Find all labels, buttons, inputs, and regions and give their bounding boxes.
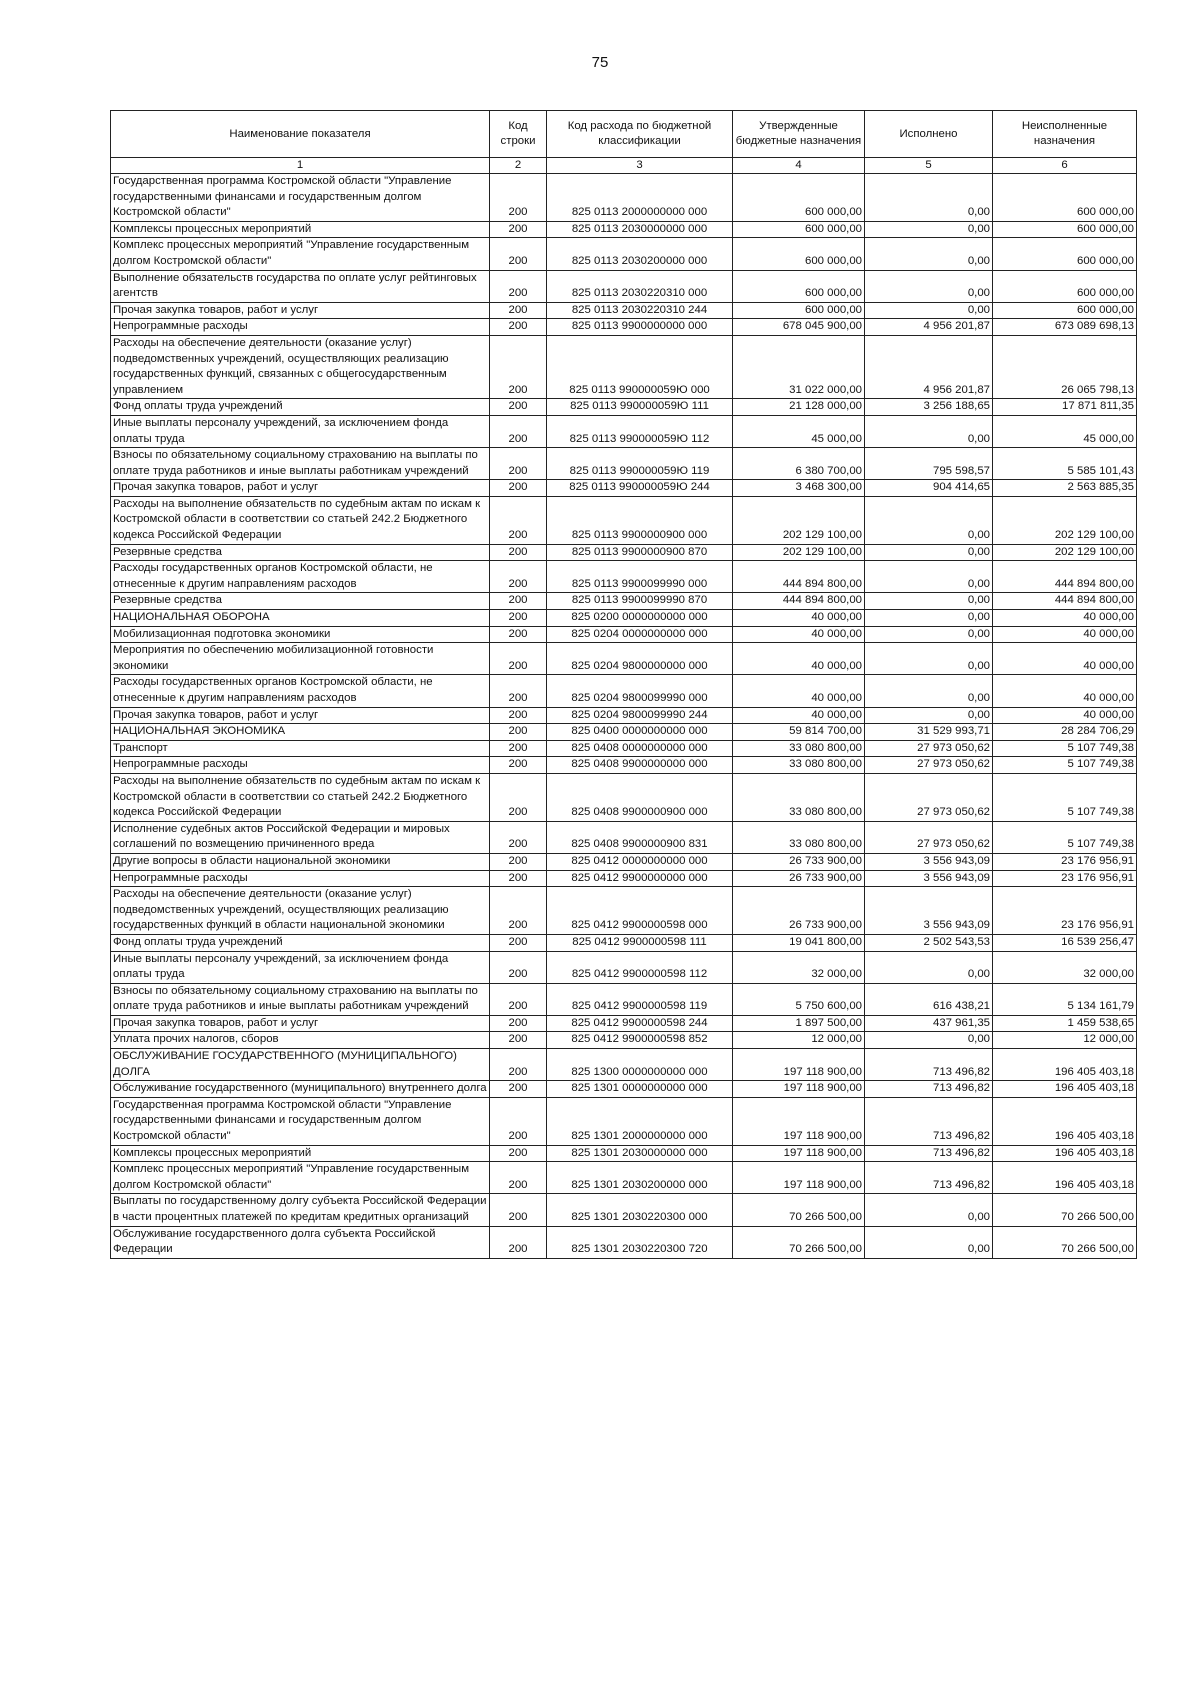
row-name: Расходы на обеспечение деятельности (оказание услуг) подведомственных учреждений, осуществляющих реализацию государственных функций в области национальной экономики xyxy=(111,887,490,935)
row-unexecuted: 202 129 100,00 xyxy=(993,496,1137,544)
table-row xyxy=(111,319,1137,336)
row-unexecuted: 600 000,00 xyxy=(993,174,1137,222)
row-class-code: 825 0412 9900000598 111 xyxy=(547,934,733,951)
row-line-code: 200 xyxy=(490,561,547,593)
page-number: 75 xyxy=(591,54,609,71)
row-executed: 27 973 050,62 xyxy=(865,821,993,853)
table-row xyxy=(111,853,1137,870)
row-executed: 904 414,65 xyxy=(865,480,993,497)
row-executed: 437 961,35 xyxy=(865,1015,993,1032)
row-executed: 713 496,82 xyxy=(865,1081,993,1098)
row-executed: 0,00 xyxy=(865,626,993,643)
row-executed: 4 956 201,87 xyxy=(865,335,993,398)
table-row xyxy=(111,675,1137,707)
row-unexecuted: 40 000,00 xyxy=(993,707,1137,724)
row-approved: 19 041 800,00 xyxy=(733,934,865,951)
row-approved: 600 000,00 xyxy=(733,270,865,302)
row-approved: 6 380 700,00 xyxy=(733,448,865,480)
row-approved: 31 022 000,00 xyxy=(733,335,865,398)
column-number: 6 xyxy=(993,158,1137,174)
row-line-code: 200 xyxy=(490,887,547,935)
row-approved: 600 000,00 xyxy=(733,302,865,319)
row-name: Резервные средства xyxy=(111,544,490,561)
row-unexecuted: 40 000,00 xyxy=(993,675,1137,707)
table-row xyxy=(111,1097,1137,1145)
row-class-code: 825 1300 0000000000 000 xyxy=(547,1049,733,1081)
row-unexecuted: 23 176 956,91 xyxy=(993,853,1137,870)
row-unexecuted: 70 266 500,00 xyxy=(993,1194,1137,1226)
row-class-code: 825 0200 0000000000 000 xyxy=(547,610,733,627)
row-approved: 26 733 900,00 xyxy=(733,853,865,870)
row-line-code: 200 xyxy=(490,757,547,774)
row-class-code: 825 0412 9900000598 852 xyxy=(547,1032,733,1049)
row-line-code: 200 xyxy=(490,238,547,270)
row-unexecuted: 2 563 885,35 xyxy=(993,480,1137,497)
row-unexecuted: 673 089 698,13 xyxy=(993,319,1137,336)
row-class-code: 825 1301 2030220300 000 xyxy=(547,1194,733,1226)
table-row xyxy=(111,724,1137,741)
row-approved: 32 000,00 xyxy=(733,951,865,983)
row-name: Расходы государственных органов Костромской области, не отнесенные к другим направлениям расходов xyxy=(111,675,490,707)
row-unexecuted: 40 000,00 xyxy=(993,643,1137,675)
row-line-code: 200 xyxy=(490,1049,547,1081)
row-approved: 40 000,00 xyxy=(733,643,865,675)
row-line-code: 200 xyxy=(490,643,547,675)
row-name: Выполнение обязательств государства по оплате услуг рейтинговых агентств xyxy=(111,270,490,302)
row-line-code: 200 xyxy=(490,934,547,951)
row-approved: 5 750 600,00 xyxy=(733,983,865,1015)
row-class-code: 825 0408 9900000900 831 xyxy=(547,821,733,853)
row-line-code: 200 xyxy=(490,496,547,544)
row-line-code: 200 xyxy=(490,1015,547,1032)
row-executed: 0,00 xyxy=(865,270,993,302)
table-row xyxy=(111,238,1137,270)
row-class-code: 825 0113 990000059Ю 112 xyxy=(547,415,733,447)
row-line-code: 200 xyxy=(490,399,547,416)
row-line-code: 200 xyxy=(490,870,547,887)
header-approved: Утвержденные бюджетные назначения xyxy=(733,111,865,158)
row-unexecuted: 202 129 100,00 xyxy=(993,544,1137,561)
row-executed: 27 973 050,62 xyxy=(865,740,993,757)
row-name: Иные выплаты персоналу учреждений, за исключением фонда оплаты труда xyxy=(111,415,490,447)
row-unexecuted: 600 000,00 xyxy=(993,238,1137,270)
row-unexecuted: 26 065 798,13 xyxy=(993,335,1137,398)
row-executed: 0,00 xyxy=(865,302,993,319)
table-row xyxy=(111,934,1137,951)
row-executed: 0,00 xyxy=(865,593,993,610)
table-row xyxy=(111,174,1137,222)
row-name: Прочая закупка товаров, работ и услуг xyxy=(111,707,490,724)
row-class-code: 825 0408 9900000000 000 xyxy=(547,757,733,774)
table-body xyxy=(111,174,1137,1259)
row-line-code: 200 xyxy=(490,1081,547,1098)
row-approved: 40 000,00 xyxy=(733,675,865,707)
row-line-code: 200 xyxy=(490,1226,547,1258)
row-line-code: 200 xyxy=(490,626,547,643)
row-line-code: 200 xyxy=(490,821,547,853)
row-approved: 40 000,00 xyxy=(733,610,865,627)
row-unexecuted: 600 000,00 xyxy=(993,302,1137,319)
table-row xyxy=(111,740,1137,757)
row-line-code: 200 xyxy=(490,773,547,821)
table-row xyxy=(111,448,1137,480)
row-approved: 197 118 900,00 xyxy=(733,1145,865,1162)
row-line-code: 200 xyxy=(490,544,547,561)
row-executed: 0,00 xyxy=(865,174,993,222)
row-class-code: 825 0113 2030000000 000 xyxy=(547,221,733,238)
row-name: Прочая закупка товаров, работ и услуг xyxy=(111,1015,490,1032)
row-line-code: 200 xyxy=(490,1194,547,1226)
row-class-code: 825 1301 2030000000 000 xyxy=(547,1145,733,1162)
row-executed: 0,00 xyxy=(865,561,993,593)
row-class-code: 825 0408 0000000000 000 xyxy=(547,740,733,757)
row-unexecuted: 16 539 256,47 xyxy=(993,934,1137,951)
row-class-code: 825 0408 9900000900 000 xyxy=(547,773,733,821)
row-class-code: 825 0113 2030200000 000 xyxy=(547,238,733,270)
table-row xyxy=(111,480,1137,497)
column-number: 5 xyxy=(865,158,993,174)
row-line-code: 200 xyxy=(490,1145,547,1162)
row-class-code: 825 1301 0000000000 000 xyxy=(547,1081,733,1098)
row-unexecuted: 5 107 749,38 xyxy=(993,821,1137,853)
table-row xyxy=(111,821,1137,853)
table-row xyxy=(111,626,1137,643)
row-executed: 3 556 943,09 xyxy=(865,870,993,887)
row-approved: 33 080 800,00 xyxy=(733,821,865,853)
row-line-code: 200 xyxy=(490,1097,547,1145)
row-line-code: 200 xyxy=(490,707,547,724)
row-line-code: 200 xyxy=(490,853,547,870)
budget-execution-table xyxy=(110,110,1137,1259)
table-row xyxy=(111,415,1137,447)
row-class-code: 825 0113 9900000900 000 xyxy=(547,496,733,544)
table-row xyxy=(111,983,1137,1015)
row-line-code: 200 xyxy=(490,675,547,707)
header-row xyxy=(111,111,1137,158)
table-row xyxy=(111,270,1137,302)
row-name: Непрограммные расходы xyxy=(111,870,490,887)
row-approved: 40 000,00 xyxy=(733,626,865,643)
row-approved: 3 468 300,00 xyxy=(733,480,865,497)
row-class-code: 825 0412 0000000000 000 xyxy=(547,853,733,870)
column-number: 3 xyxy=(547,158,733,174)
row-name: Расходы на выполнение обязательств по судебным актам по искам к Костромской области в соответствии со статьей 242.2 Бюджетного кодекса Российской Федерации xyxy=(111,773,490,821)
row-name: Фонд оплаты труда учреждений xyxy=(111,399,490,416)
row-unexecuted: 12 000,00 xyxy=(993,1032,1137,1049)
row-class-code: 825 0412 9900000598 119 xyxy=(547,983,733,1015)
row-class-code: 825 0113 2000000000 000 xyxy=(547,174,733,222)
row-executed: 0,00 xyxy=(865,1032,993,1049)
table-row xyxy=(111,1194,1137,1226)
row-line-code: 200 xyxy=(490,593,547,610)
table-row xyxy=(111,544,1137,561)
row-class-code: 825 0412 9900000598 244 xyxy=(547,1015,733,1032)
row-line-code: 200 xyxy=(490,319,547,336)
row-name: Иные выплаты персоналу учреждений, за исключением фонда оплаты труда xyxy=(111,951,490,983)
row-class-code: 825 1301 2030220300 720 xyxy=(547,1226,733,1258)
row-name: Непрограммные расходы xyxy=(111,319,490,336)
row-class-code: 825 0113 9900000000 000 xyxy=(547,319,733,336)
row-executed: 713 496,82 xyxy=(865,1097,993,1145)
row-executed: 3 556 943,09 xyxy=(865,887,993,935)
table-row xyxy=(111,1145,1137,1162)
row-unexecuted: 17 871 811,35 xyxy=(993,399,1137,416)
row-unexecuted: 5 585 101,43 xyxy=(993,448,1137,480)
header-name: Наименование показателя xyxy=(111,111,490,158)
row-approved: 600 000,00 xyxy=(733,238,865,270)
row-executed: 0,00 xyxy=(865,675,993,707)
row-line-code: 200 xyxy=(490,480,547,497)
row-class-code: 825 1301 2000000000 000 xyxy=(547,1097,733,1145)
row-approved: 70 266 500,00 xyxy=(733,1194,865,1226)
table-row xyxy=(111,1015,1137,1032)
row-approved: 12 000,00 xyxy=(733,1032,865,1049)
row-class-code: 825 0113 990000059Ю 000 xyxy=(547,335,733,398)
row-unexecuted: 600 000,00 xyxy=(993,221,1137,238)
table-row xyxy=(111,1162,1137,1194)
row-name: Прочая закупка товаров, работ и услуг xyxy=(111,302,490,319)
row-name: Исполнение судебных актов Российской Федерации и мировых соглашений по возмещению причиненного вреда xyxy=(111,821,490,853)
row-unexecuted: 40 000,00 xyxy=(993,610,1137,627)
row-approved: 59 814 700,00 xyxy=(733,724,865,741)
row-name: Расходы на выполнение обязательств по судебным актам по искам к Костромской области в соответствии со статьей 242.2 Бюджетного кодекса Российской Федерации xyxy=(111,496,490,544)
row-class-code: 825 0113 990000059Ю 244 xyxy=(547,480,733,497)
row-unexecuted: 444 894 800,00 xyxy=(993,561,1137,593)
row-executed: 0,00 xyxy=(865,415,993,447)
row-class-code: 825 1301 2030200000 000 xyxy=(547,1162,733,1194)
row-unexecuted: 23 176 956,91 xyxy=(993,887,1137,935)
row-approved: 202 129 100,00 xyxy=(733,496,865,544)
table-row xyxy=(111,1049,1137,1081)
column-number: 4 xyxy=(733,158,865,174)
row-executed: 2 502 543,53 xyxy=(865,934,993,951)
row-unexecuted: 5 134 161,79 xyxy=(993,983,1137,1015)
row-name: Взносы по обязательному социальному страхованию на выплаты по оплате труда работников и иные выплаты работникам учреждений xyxy=(111,448,490,480)
header-unexecuted: Неисполненные назначения xyxy=(993,111,1137,158)
row-executed: 0,00 xyxy=(865,544,993,561)
row-unexecuted: 196 405 403,18 xyxy=(993,1162,1137,1194)
table-row xyxy=(111,1081,1137,1098)
row-class-code: 825 0412 9900000000 000 xyxy=(547,870,733,887)
row-approved: 444 894 800,00 xyxy=(733,593,865,610)
row-class-code: 825 0204 9800099990 000 xyxy=(547,675,733,707)
row-class-code: 825 0400 0000000000 000 xyxy=(547,724,733,741)
row-executed: 713 496,82 xyxy=(865,1145,993,1162)
row-executed: 713 496,82 xyxy=(865,1162,993,1194)
table-row xyxy=(111,887,1137,935)
row-approved: 197 118 900,00 xyxy=(733,1081,865,1098)
row-executed: 27 973 050,62 xyxy=(865,757,993,774)
row-name: Комплексы процессных мероприятий xyxy=(111,1145,490,1162)
row-name: Прочая закупка товаров, работ и услуг xyxy=(111,480,490,497)
row-line-code: 200 xyxy=(490,983,547,1015)
row-unexecuted: 45 000,00 xyxy=(993,415,1137,447)
row-unexecuted: 70 266 500,00 xyxy=(993,1226,1137,1258)
row-approved: 444 894 800,00 xyxy=(733,561,865,593)
row-executed: 0,00 xyxy=(865,496,993,544)
row-class-code: 825 0204 0000000000 000 xyxy=(547,626,733,643)
row-line-code: 200 xyxy=(490,270,547,302)
row-approved: 678 045 900,00 xyxy=(733,319,865,336)
row-executed: 0,00 xyxy=(865,1226,993,1258)
row-name: Комплексы процессных мероприятий xyxy=(111,221,490,238)
row-unexecuted: 5 107 749,38 xyxy=(993,740,1137,757)
row-unexecuted: 5 107 749,38 xyxy=(993,773,1137,821)
row-class-code: 825 0113 2030220310 244 xyxy=(547,302,733,319)
row-class-code: 825 0113 9900000900 870 xyxy=(547,544,733,561)
header-class-code: Код расхода по бюджетной классификации xyxy=(547,111,733,158)
row-class-code: 825 0412 9900000598 000 xyxy=(547,887,733,935)
row-executed: 27 973 050,62 xyxy=(865,773,993,821)
row-class-code: 825 0204 9800099990 244 xyxy=(547,707,733,724)
row-approved: 33 080 800,00 xyxy=(733,757,865,774)
row-executed: 31 529 993,71 xyxy=(865,724,993,741)
column-number: 1 xyxy=(111,158,490,174)
row-unexecuted: 196 405 403,18 xyxy=(993,1145,1137,1162)
row-executed: 0,00 xyxy=(865,951,993,983)
row-unexecuted: 28 284 706,29 xyxy=(993,724,1137,741)
row-name: Комплекс процессных мероприятий "Управление государственным долгом Костромской области" xyxy=(111,1162,490,1194)
table-row xyxy=(111,221,1137,238)
row-line-code: 200 xyxy=(490,174,547,222)
row-unexecuted: 40 000,00 xyxy=(993,626,1137,643)
row-line-code: 200 xyxy=(490,221,547,238)
row-class-code: 825 0113 990000059Ю 111 xyxy=(547,399,733,416)
row-executed: 0,00 xyxy=(865,707,993,724)
row-executed: 4 956 201,87 xyxy=(865,319,993,336)
table-row xyxy=(111,399,1137,416)
row-approved: 1 897 500,00 xyxy=(733,1015,865,1032)
row-name: Расходы на обеспечение деятельности (оказание услуг) подведомственных учреждений, осуществляющих реализацию государственных функций, связанных с общегосударственным управлением xyxy=(111,335,490,398)
row-name: Фонд оплаты труда учреждений xyxy=(111,934,490,951)
table-row xyxy=(111,496,1137,544)
row-approved: 197 118 900,00 xyxy=(733,1049,865,1081)
row-name: Взносы по обязательному социальному страхованию на выплаты по оплате труда работников и иные выплаты работникам учреждений xyxy=(111,983,490,1015)
row-class-code: 825 0113 990000059Ю 119 xyxy=(547,448,733,480)
row-name: Резервные средства xyxy=(111,593,490,610)
row-name: Государственная программа Костромской области "Управление государственными финансами и государственным долгом Костромской области" xyxy=(111,174,490,222)
row-name: НАЦИОНАЛЬНАЯ ОБОРОНА xyxy=(111,610,490,627)
row-name: Уплата прочих налогов, сборов xyxy=(111,1032,490,1049)
row-executed: 616 438,21 xyxy=(865,983,993,1015)
row-approved: 26 733 900,00 xyxy=(733,887,865,935)
row-line-code: 200 xyxy=(490,448,547,480)
row-executed: 0,00 xyxy=(865,610,993,627)
table-row xyxy=(111,951,1137,983)
row-line-code: 200 xyxy=(490,951,547,983)
column-number-row xyxy=(111,158,1137,174)
row-name: Другие вопросы в области национальной экономики xyxy=(111,853,490,870)
row-name: Мероприятия по обеспечению мобилизационной готовности экономики xyxy=(111,643,490,675)
row-unexecuted: 23 176 956,91 xyxy=(993,870,1137,887)
table-row xyxy=(111,561,1137,593)
row-unexecuted: 196 405 403,18 xyxy=(993,1081,1137,1098)
row-approved: 26 733 900,00 xyxy=(733,870,865,887)
row-line-code: 200 xyxy=(490,335,547,398)
row-name: НАЦИОНАЛЬНАЯ ЭКОНОМИКА xyxy=(111,724,490,741)
row-unexecuted: 196 405 403,18 xyxy=(993,1049,1137,1081)
table-row xyxy=(111,1032,1137,1049)
row-name: Обслуживание государственного (муниципального) внутреннего долга xyxy=(111,1081,490,1098)
table-row xyxy=(111,870,1137,887)
row-name: Комплекс процессных мероприятий "Управление государственным долгом Костромской области" xyxy=(111,238,490,270)
table-row xyxy=(111,302,1137,319)
row-unexecuted: 444 894 800,00 xyxy=(993,593,1137,610)
row-executed: 0,00 xyxy=(865,221,993,238)
row-class-code: 825 0113 9900099990 870 xyxy=(547,593,733,610)
row-name: Обслуживание государственного долга субъекта Российской Федерации xyxy=(111,1226,490,1258)
row-line-code: 200 xyxy=(490,724,547,741)
row-unexecuted: 5 107 749,38 xyxy=(993,757,1137,774)
row-unexecuted: 600 000,00 xyxy=(993,270,1137,302)
row-class-code: 825 0113 2030220310 000 xyxy=(547,270,733,302)
row-line-code: 200 xyxy=(490,1162,547,1194)
row-approved: 600 000,00 xyxy=(733,174,865,222)
row-executed: 713 496,82 xyxy=(865,1049,993,1081)
row-approved: 21 128 000,00 xyxy=(733,399,865,416)
row-name: Непрограммные расходы xyxy=(111,757,490,774)
row-approved: 33 080 800,00 xyxy=(733,773,865,821)
row-executed: 3 256 188,65 xyxy=(865,399,993,416)
row-class-code: 825 0113 9900099990 000 xyxy=(547,561,733,593)
table-row xyxy=(111,593,1137,610)
row-unexecuted: 196 405 403,18 xyxy=(993,1097,1137,1145)
row-approved: 600 000,00 xyxy=(733,221,865,238)
table-row xyxy=(111,773,1137,821)
table-row xyxy=(111,707,1137,724)
row-approved: 45 000,00 xyxy=(733,415,865,447)
row-approved: 202 129 100,00 xyxy=(733,544,865,561)
row-approved: 197 118 900,00 xyxy=(733,1162,865,1194)
row-approved: 70 266 500,00 xyxy=(733,1226,865,1258)
row-class-code: 825 0204 9800000000 000 xyxy=(547,643,733,675)
row-line-code: 200 xyxy=(490,415,547,447)
row-executed: 0,00 xyxy=(865,643,993,675)
table-row xyxy=(111,335,1137,398)
row-approved: 40 000,00 xyxy=(733,707,865,724)
row-executed: 3 556 943,09 xyxy=(865,853,993,870)
row-unexecuted: 32 000,00 xyxy=(993,951,1137,983)
row-line-code: 200 xyxy=(490,302,547,319)
row-line-code: 200 xyxy=(490,610,547,627)
row-executed: 0,00 xyxy=(865,238,993,270)
row-line-code: 200 xyxy=(490,740,547,757)
header-executed: Исполнено xyxy=(865,111,993,158)
row-name: Транспорт xyxy=(111,740,490,757)
row-executed: 795 598,57 xyxy=(865,448,993,480)
row-name: Мобилизационная подготовка экономики xyxy=(111,626,490,643)
row-name: ОБСЛУЖИВАНИЕ ГОСУДАРСТВЕННОГО (МУНИЦИПАЛЬНОГО) ДОЛГА xyxy=(111,1049,490,1081)
table-row xyxy=(111,610,1137,627)
row-approved: 197 118 900,00 xyxy=(733,1097,865,1145)
row-line-code: 200 xyxy=(490,1032,547,1049)
row-name: Государственная программа Костромской области "Управление государственными финансами и государственным долгом Костромской области" xyxy=(111,1097,490,1145)
column-number: 2 xyxy=(490,158,547,174)
row-name: Расходы государственных органов Костромской области, не отнесенные к другим направлениям расходов xyxy=(111,561,490,593)
row-approved: 33 080 800,00 xyxy=(733,740,865,757)
table-row xyxy=(111,1226,1137,1258)
row-class-code: 825 0412 9900000598 112 xyxy=(547,951,733,983)
header-line-code: Код строки xyxy=(490,111,547,158)
table-row xyxy=(111,757,1137,774)
row-unexecuted: 1 459 538,65 xyxy=(993,1015,1137,1032)
row-name: Выплаты по государственному долгу субъекта Российской Федерации в части процентных платежей по кредитам кредитных организаций xyxy=(111,1194,490,1226)
row-executed: 0,00 xyxy=(865,1194,993,1226)
table-row xyxy=(111,643,1137,675)
